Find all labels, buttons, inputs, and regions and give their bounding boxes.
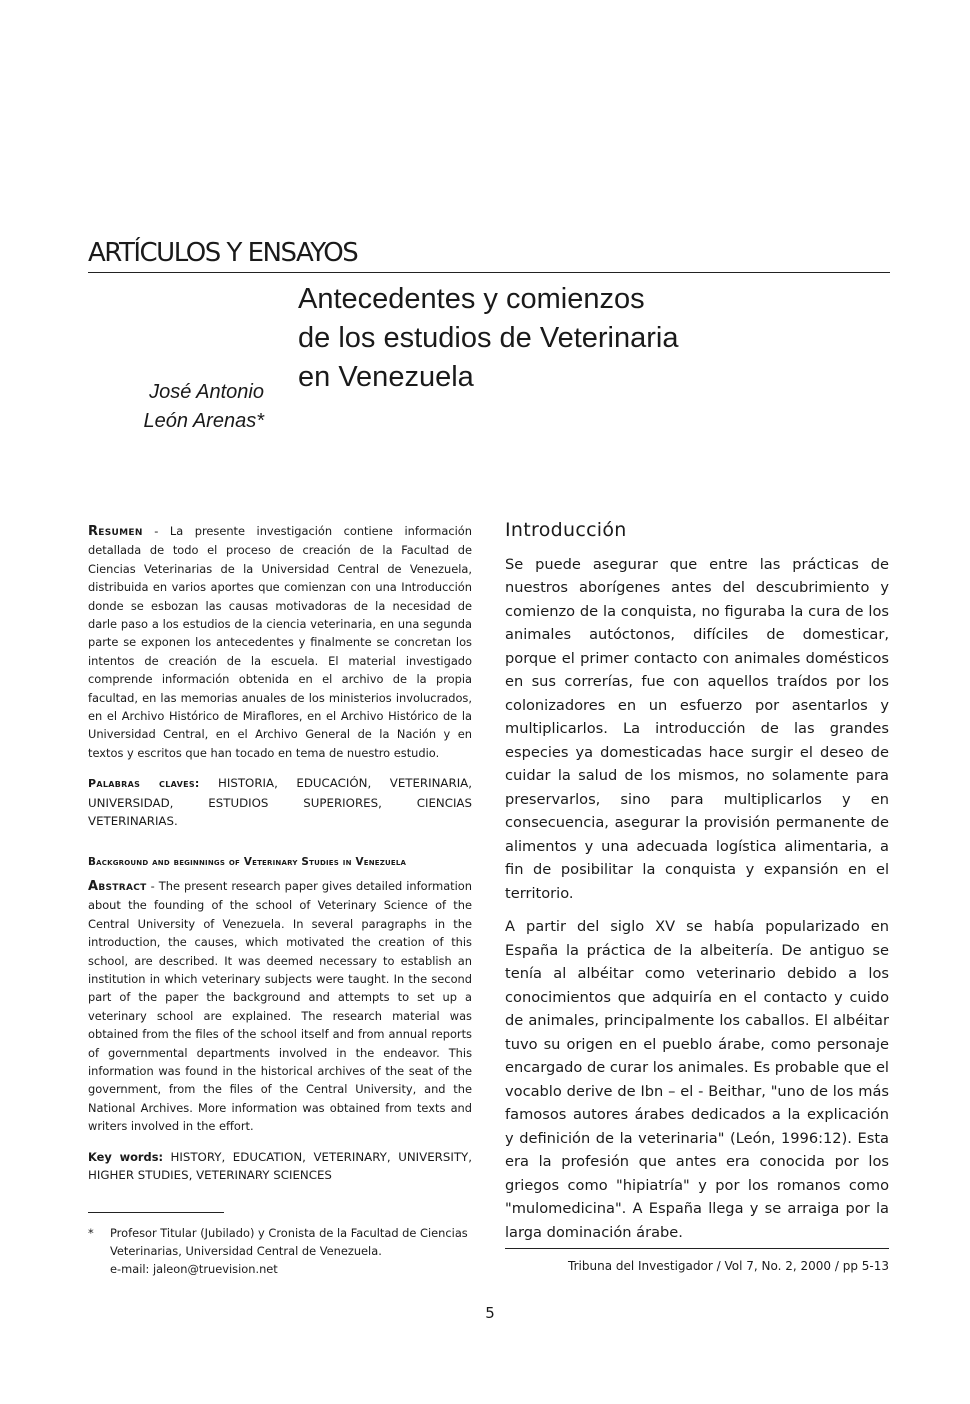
author-line: José Antonio bbox=[149, 381, 264, 403]
title-line: en Venezuela bbox=[298, 361, 474, 393]
journal-reference: Tribuna del Investigador / Vol 7, No. 2, 2000 / pp 5-13 bbox=[568, 1259, 889, 1273]
author-name bbox=[88, 378, 264, 436]
abstract-column bbox=[88, 522, 472, 1184]
body-paragraph: Se puede asegurar que entre las prácticas de nuestros aborígenes antes del descubrimiento y comienzo de la conquista, no figuraba la cura de los animales autóctonos, difíciles de domesticar, porque el primer contacto con animales domésticos en sus correrías, fue con aquellos traídos por los colonizadores en un esfuerzo por asentarlos y multiplicarlos. La introducción de las grandes especies ya domesticadas hace surgir el deseo de cuidar la salud de los mismos, no solamente para preservarlos, sino para multiplicarlos y en consecuencia, asegurar la provisión permanente de alimentos y una adecuada logística alimentaria, a fin de posibilitar la conquista y expansión en el territorio. bbox=[505, 555, 889, 902]
footnote bbox=[88, 1224, 474, 1279]
section-header: ARTÍCULOS Y ENSAYOS bbox=[88, 238, 358, 268]
keywords-paragraph bbox=[88, 1148, 472, 1185]
resumen-text: La presente investigación contiene información detallada de todo el proceso de creación de la Facultad de Ciencias Veterinarias de la Universidad Central de Venezuela, distribuida en varios aportes que comienzan con una Introducción donde se esbozan las causas motivadoras de la necesidad de darle paso a los estudios de la ciencia veterinaria, en una segunda parte se exponen los antecedentes y finalmente se concretan los intentos de creación de la escuela. El material investigado comprende información obtenida en el archivo de la propia facultad, en las memorias anuales de los ministerios involucrados, en el Archivo Histórico de Miraflores, en el Archivo Histórico de la Universidad Central, en el Archivo General de la Nación y en textos y escritos que han tocado en tema de nuestro estudio. bbox=[88, 524, 472, 760]
page-number: 5 bbox=[485, 1304, 495, 1322]
section-heading: Introducción bbox=[505, 519, 627, 541]
body-paragraph: A partir del siglo XV se había popularizado en España la práctica de la albeitería. De antiguo se tenía al albéitar como veterinario debido a los conocimientos que adquiría en el contacto y cuido de animales, principalmente los caballos. El albéitar tuvo su origen en el pueblo árabe, como personaje encargado de curar los animales. Es probable que el vocablo derive de Ibn – el - Beithar, "uno de los más famosos autores árabes dedicados a la explicación y definición de la veterinaria" (León, 1996:12). Esta era la profesión que antes era conocida por los griegos como "hipiatría" y por los romanos como "mulomedicina". A España llega y se arraiga por la larga dominación árabe. bbox=[505, 918, 889, 1241]
abstract-label: Abstract bbox=[88, 878, 147, 894]
author-line: León Arenas* bbox=[143, 410, 264, 432]
header-rule bbox=[88, 272, 890, 273]
abstract-text: The present research paper gives detailed information about the founding of the school of Veterinary Science of the Central University of Venezuela. In several paragraphs in the introduction, the causes, which motivated the creation of this school, are described. It was deemed necessary to establish an institution in which veterinary subjects were taught. In the second part of the paper the background and attempts to set up a veterinary school are explained. The research material was obtained from the files of the school itself and from annual reports of governmental departments involved in the endeavor. This information was found in the historical archives of the seat of the government, from the files of the Central University, and the National Archives. More information was obtained from texts and writers involved in the effort. bbox=[88, 878, 472, 1134]
footnote-text bbox=[88, 1224, 474, 1279]
footnote-line: Profesor Titular (Jubilado) y Cronista de la Facultad de Ciencias Veterinarias, Universidad Central de Venezuela. bbox=[110, 1226, 468, 1259]
palabras-claves-label: Palabras claves: bbox=[88, 777, 200, 791]
palabras-claves-paragraph bbox=[88, 774, 472, 830]
body-column bbox=[505, 519, 889, 1244]
title-line: de los estudios de Veterinaria bbox=[298, 322, 679, 354]
footnote-rule bbox=[88, 1212, 224, 1213]
english-title: Background and beginnings of Veterinary Studies in Venezuela bbox=[88, 855, 407, 868]
abstract-separator: - bbox=[146, 878, 159, 893]
title-line: Antecedentes y comienzos bbox=[298, 283, 645, 315]
keywords-text: HISTORY, EDUCATION, VETERINARY, UNIVERSITY, HIGHER STUDIES, VETERINARY SCIENCES bbox=[88, 1149, 472, 1182]
journal-rule bbox=[505, 1248, 889, 1249]
resumen-label: Resumen bbox=[88, 524, 143, 539]
footnote-mark: * bbox=[88, 1226, 94, 1240]
keywords-label: Key words: bbox=[88, 1149, 164, 1164]
resumen-paragraph bbox=[88, 522, 472, 762]
article-title bbox=[298, 280, 898, 397]
abstract-paragraph bbox=[88, 877, 472, 1136]
footnote-email: e-mail: jaleon@truevision.net bbox=[110, 1262, 278, 1277]
palabras-claves-text: HISTORIA, EDUCACIÓN, VETERINARIA, UNIVERSIDAD, ESTUDIOS SUPERIORES, CIENCIAS VETERINARIAS. bbox=[88, 776, 472, 829]
resumen-separator: - bbox=[142, 524, 170, 538]
